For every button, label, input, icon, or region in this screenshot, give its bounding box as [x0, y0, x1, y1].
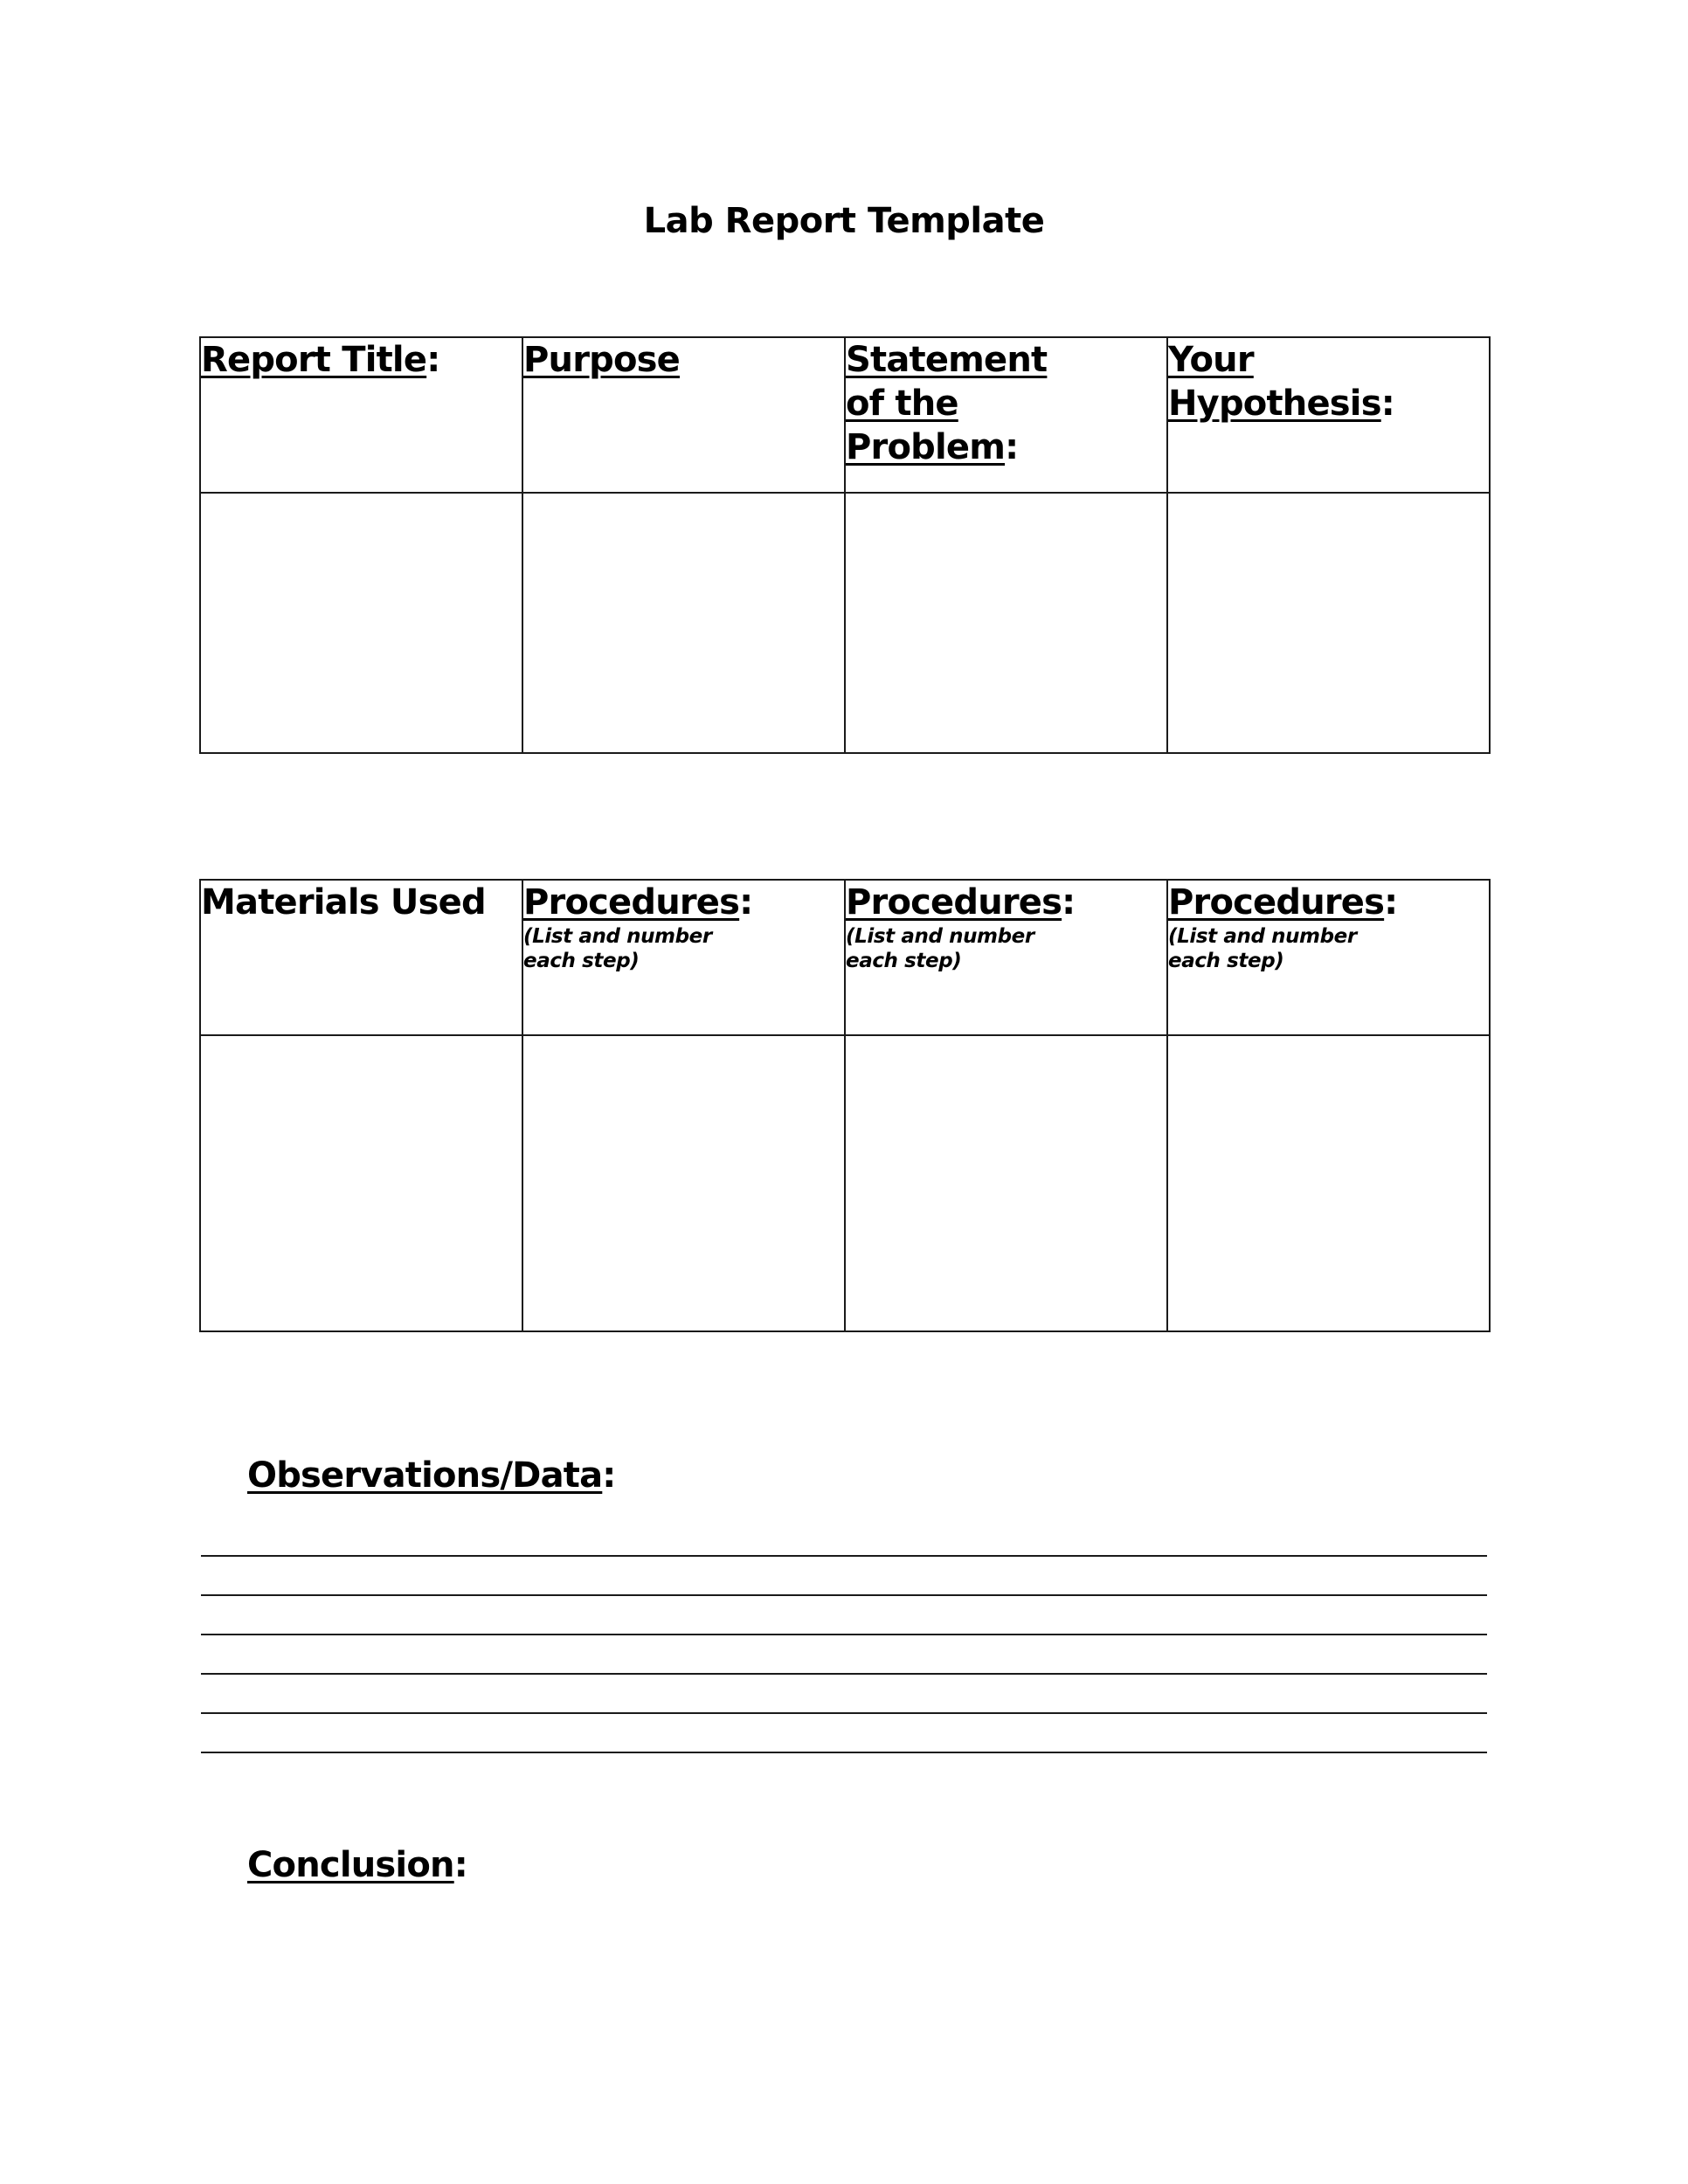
purpose-label: Purpose [523, 340, 680, 380]
materials-input-cell[interactable] [200, 1035, 522, 1331]
materials-procedures-head-row [200, 880, 1490, 1035]
hypothesis-colon: : [1380, 384, 1394, 424]
observations-lines [201, 1555, 1487, 1791]
procedures-label-2: Procedures [846, 882, 1062, 923]
statement-colon: : [1005, 427, 1019, 467]
observation-write-line[interactable] [201, 1634, 1487, 1635]
hypothesis-header-cell [1167, 337, 1490, 493]
procedures-colon-1: : [739, 882, 753, 923]
conclusion-heading-colon: : [453, 1845, 467, 1885]
header-info-body-row [200, 493, 1490, 753]
procedures-label-1: Procedures [523, 882, 740, 923]
materials-procedures-table [199, 879, 1491, 1332]
page-title: Lab Report Template [643, 201, 1045, 241]
header-info-head-row [200, 337, 1490, 493]
materials-header-cell [200, 880, 522, 1035]
materials-label: Materials Used [201, 882, 486, 923]
procedures-note-3: (List and number each step) [1168, 925, 1357, 972]
observations-heading-label: Observations/Data [247, 1455, 603, 1496]
report-title-label: Report Title [201, 340, 427, 380]
observation-write-line[interactable] [201, 1712, 1487, 1714]
purpose-header-cell [522, 337, 845, 493]
statement-input-cell[interactable] [845, 493, 1167, 753]
observation-write-line[interactable] [201, 1555, 1487, 1557]
procedures-input-cell-3[interactable] [1167, 1035, 1490, 1331]
observations-heading-colon: : [602, 1455, 616, 1496]
materials-procedures-body-row [200, 1035, 1490, 1331]
procedures-note-2: (List and number each step) [846, 925, 1034, 972]
purpose-input-cell[interactable] [522, 493, 845, 753]
observation-write-line[interactable] [201, 1594, 1487, 1596]
procedures-colon-2: : [1062, 882, 1076, 923]
observations-heading [247, 1454, 616, 1497]
report-title-colon: : [426, 340, 440, 380]
observation-write-line[interactable] [201, 1752, 1487, 1753]
procedures-header-cell-2 [845, 880, 1167, 1035]
procedures-input-cell-2[interactable] [845, 1035, 1167, 1331]
report-title-input-cell[interactable] [200, 493, 522, 753]
procedures-header-cell-1 [522, 880, 845, 1035]
statement-header-cell [845, 337, 1167, 493]
procedures-colon-3: : [1384, 882, 1398, 923]
header-info-table [199, 336, 1491, 754]
hypothesis-label: Your Hypothesis [1168, 340, 1381, 424]
conclusion-heading-label: Conclusion [247, 1845, 454, 1885]
statement-label: Statement of the Problem [846, 340, 1048, 467]
procedures-header-cell-3 [1167, 880, 1490, 1035]
report-title-header-cell [200, 337, 522, 493]
observation-write-line[interactable] [201, 1673, 1487, 1675]
hypothesis-input-cell[interactable] [1167, 493, 1490, 753]
procedures-label-3: Procedures [1168, 882, 1385, 923]
procedures-note-1: (List and number each step) [523, 925, 712, 972]
procedures-input-cell-1[interactable] [522, 1035, 845, 1331]
conclusion-heading [247, 1843, 467, 1887]
